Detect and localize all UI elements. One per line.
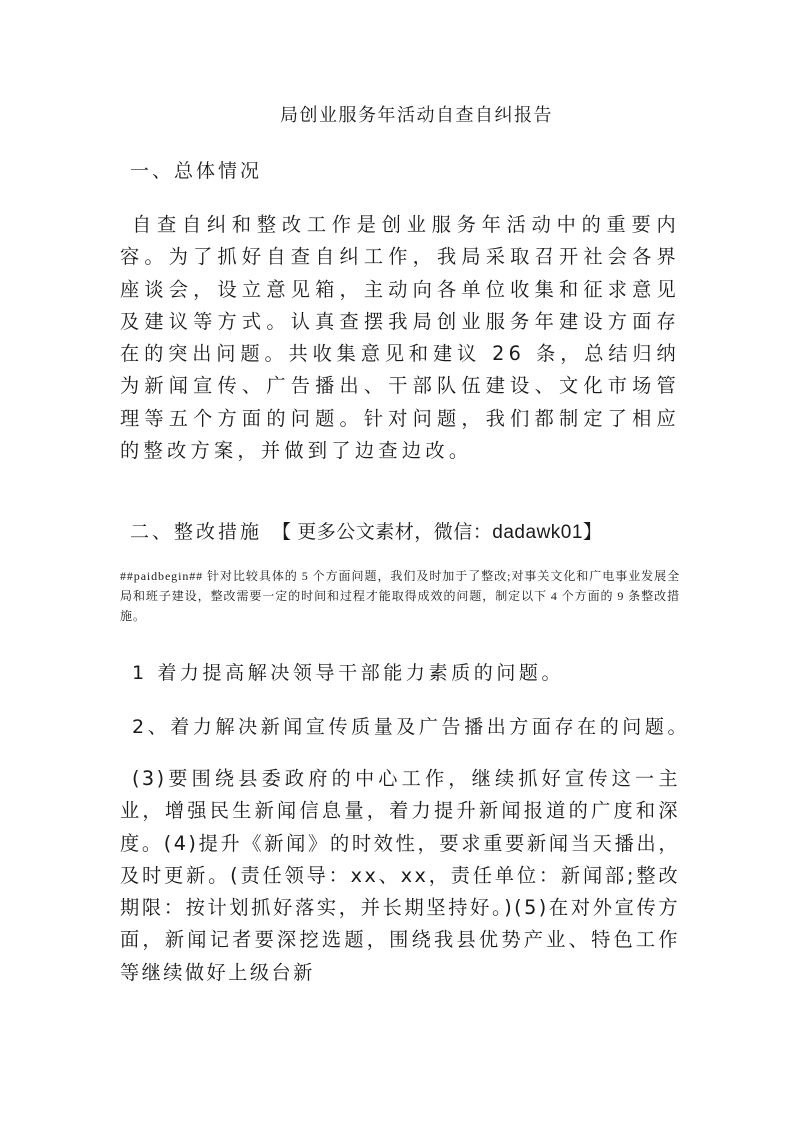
section-heading-measures-text: 二、整改措施 <box>130 521 263 543</box>
document-title: 局创业服务年活动自查自纠报告 <box>280 105 553 126</box>
paragraph-overall <box>120 209 680 467</box>
paid-note-paragraph: ##paidbegin## 针对比较具体的 5 个方面问题，我们及时加于了整改;对事关文化和广电事业发展全局和班子建设，整改需要一定的时间和过程才能取得成效的问题，制定以下 4 个方面的 9 条整改措施。 <box>120 569 680 623</box>
section-heading-overall: 一、总体情况 <box>130 160 263 182</box>
paragraph-measures-detail <box>120 763 680 989</box>
measure-item-2: 2、着力解决新闻宣传质量及广告播出方面存在的问题。 <box>132 716 691 738</box>
section-heading-measures <box>130 519 602 546</box>
promo-note: 【 更多公文素材，微信：dadawk01】 <box>272 522 603 543</box>
measure-item-1: 1 着力提高解决领导干部能力素质的问题。 <box>132 662 565 684</box>
paragraph-measures-detail-text: (3)要围绕县委政府的中心工作，继续抓好宣传这一主业，增强民生新闻信息量，着力提升新闻报道的广度和深度。(4)提升《新闻》的时效性，要求重要新闻当天播出，及时更新。(责任领导：xx、xx，责任单位：新闻部;整改期限：按计划抓好落实，并长期坚持好。)(5)在对外宣传方面，新闻记者要深挖选题，围绕我县优势产业、特色工作等继续做好上级台新 <box>120 767 680 984</box>
paragraph-overall-text: 自查自纠和整改工作是创业服务年活动中的重要内容。为了抓好自查自纠工作，我局采取召开社会各界座谈会，设立意见箱，主动向各单位收集和征求意见及建议等方式。认真查摆我局创业服务年建设方面存在的突出问题。共收集意见和建议 26 条，总结归纳为新闻宣传、广告播出、干部队伍建设、文化市场管理等五个方面的问题。针对问题，我们都制定了相应的整改方案，并做到了边查边改。 <box>120 213 680 463</box>
